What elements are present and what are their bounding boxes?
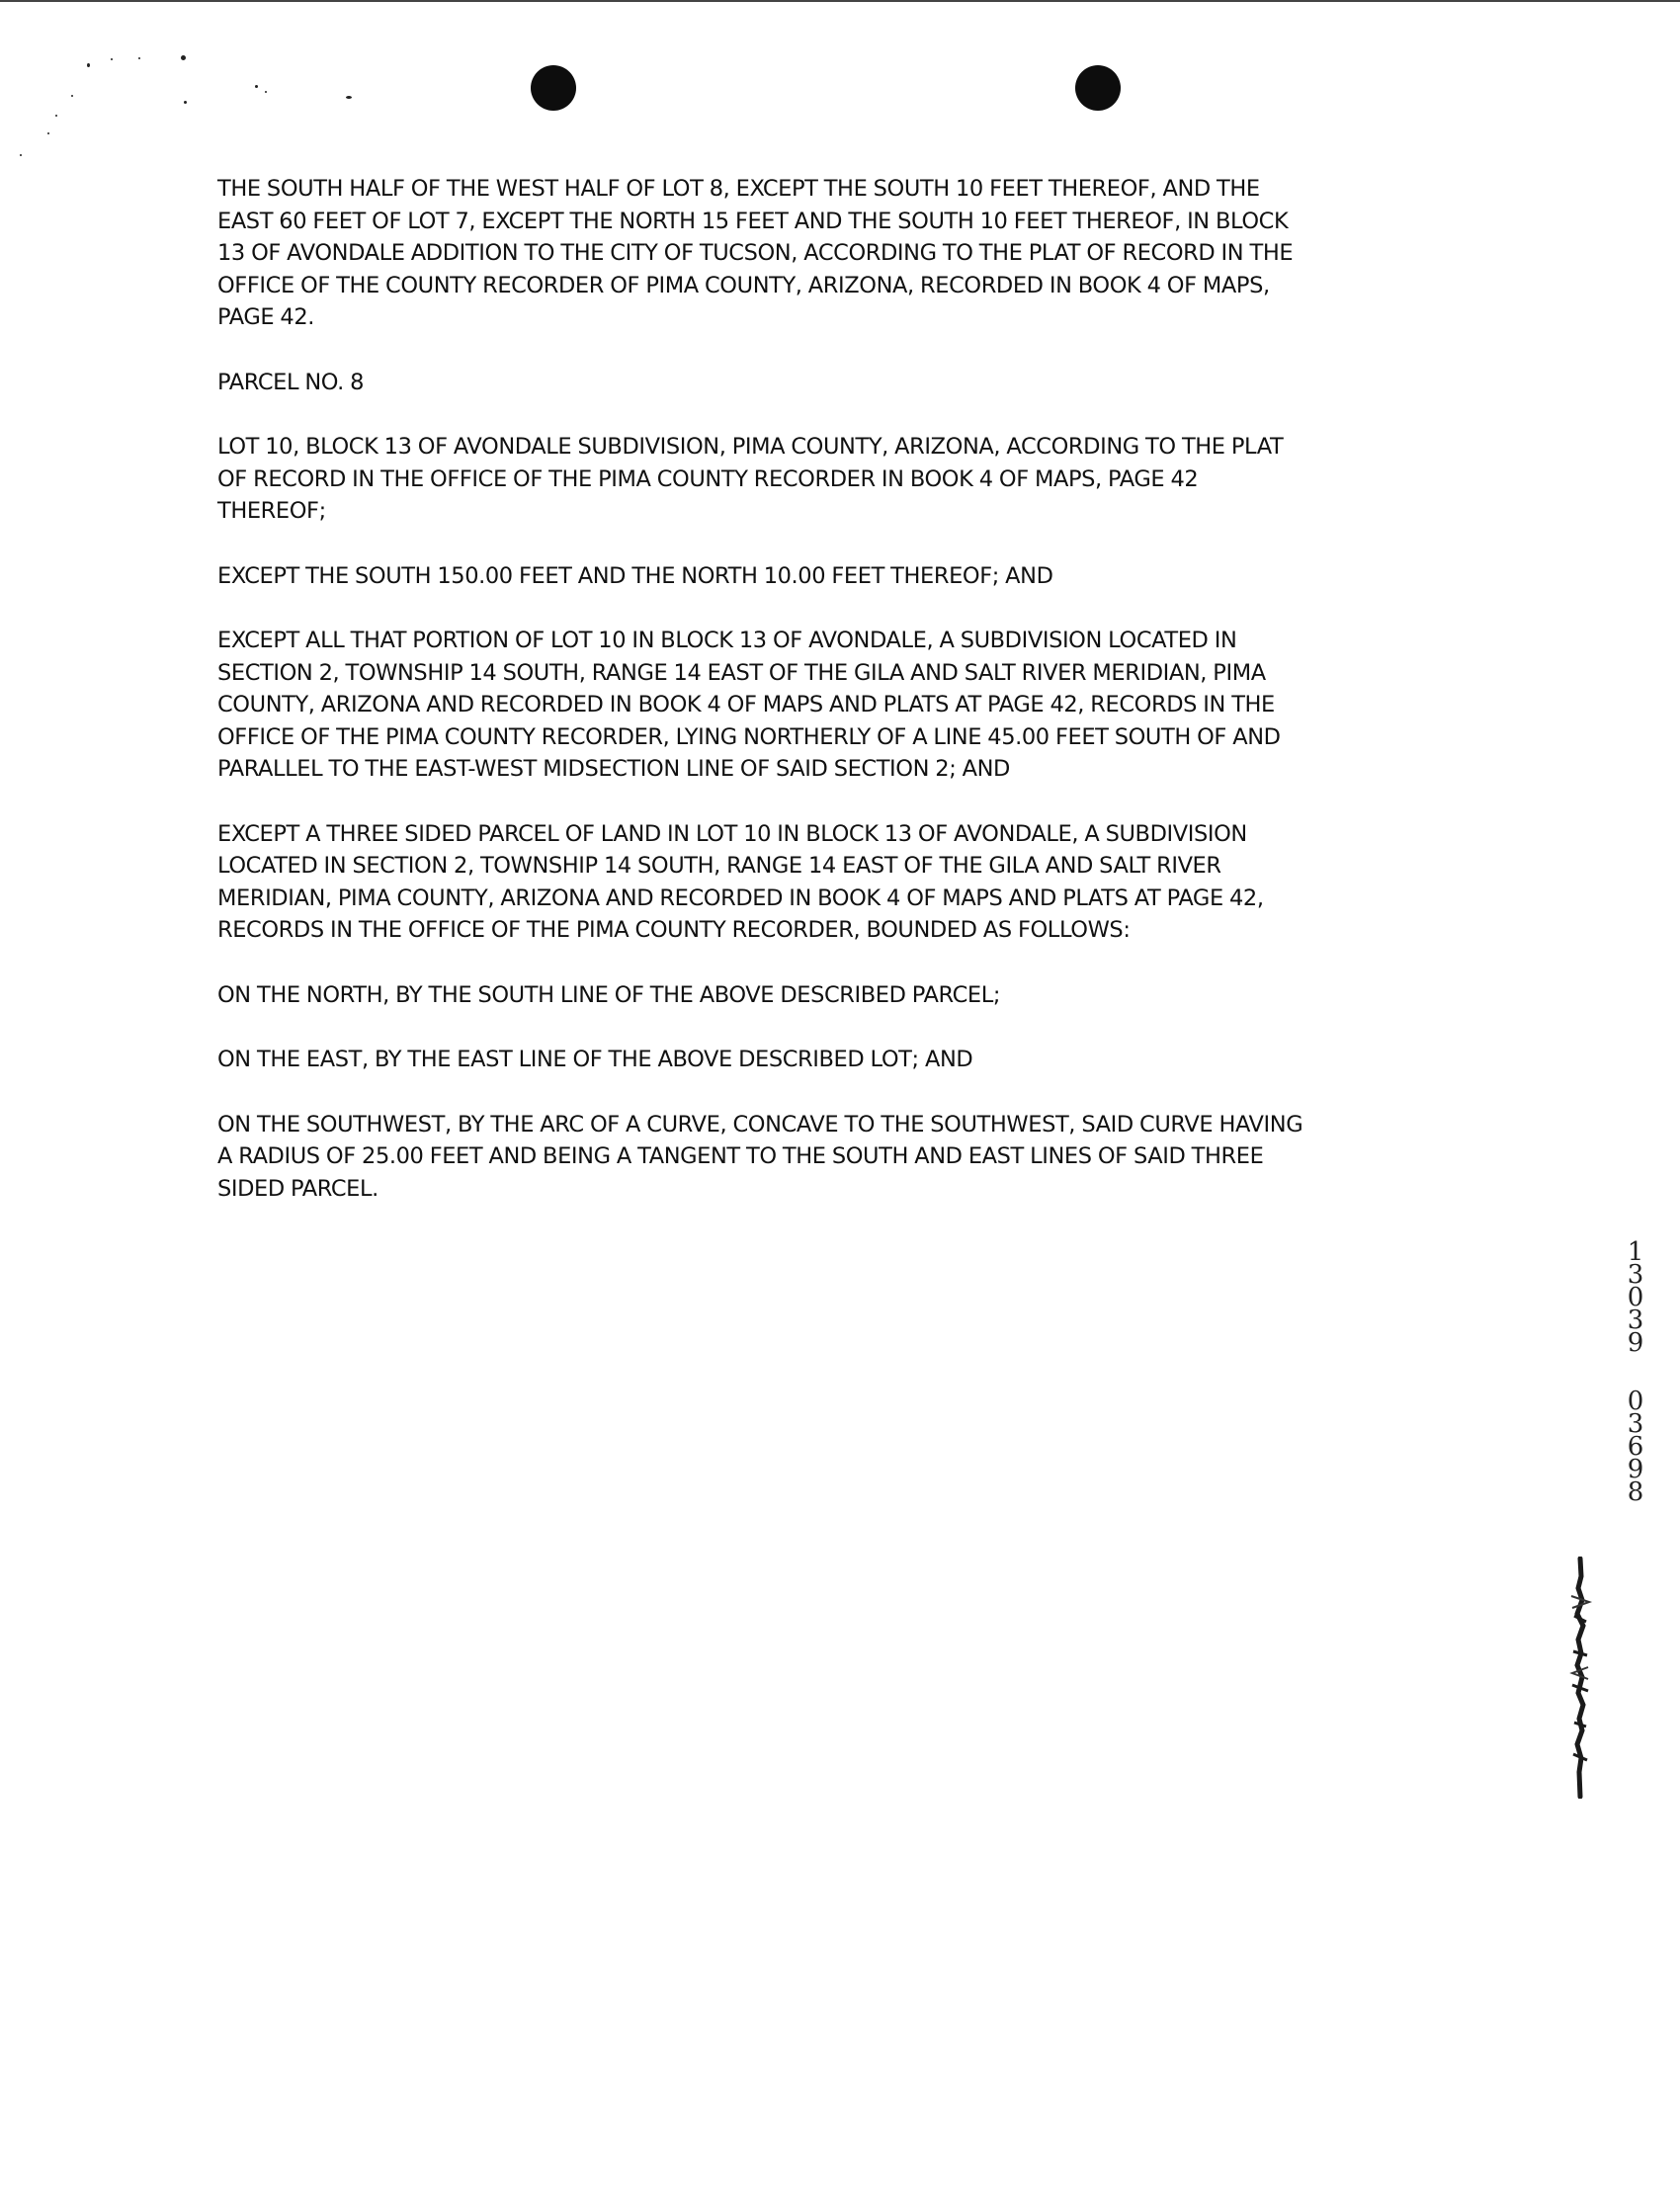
paragraph-exception-south-north: EXCEPT THE SOUTH 150.00 FEET AND THE NORTH 10.00 FEET THEREOF; AND [217, 562, 1053, 589]
paragraph-bound-east: ON THE EAST, BY THE EAST LINE OF THE ABOVE DESCRIBED LOT; AND [217, 1047, 973, 1072]
scan-speck [55, 115, 57, 117]
scan-speck [255, 85, 258, 88]
docket-digit: 3 [1627, 1306, 1644, 1335]
docket-digit: 9 [1627, 1328, 1644, 1358]
scan-speck [181, 55, 186, 60]
page-digit: 8 [1627, 1477, 1644, 1507]
docket-digit: 3 [1627, 1260, 1644, 1290]
scan-speck [20, 154, 22, 156]
docket-digit: 1 [1627, 1237, 1644, 1267]
paragraph-bound-north: ON THE NORTH, BY THE SOUTH LINE OF THE ABOVE DESCRIBED PARCEL; [217, 981, 1001, 1008]
paragraph-exception-northerly-portion: EXCEPT ALL THAT PORTION OF LOT 10 IN BLOCK 13 OF AVONDALE, A SUBDIVISION LOCATED IN SECTION 2, TOWNSHIP 14 SOUTH, RANGE 14 EAST OF THE GILA AND SALT RIVER MERIDIAN, PIMA COUNTY, ARIZONA AND RECORDED IN BOOK 4 OF MAPS AND PLATS AT PAGE 42, RECORDS IN THE OFFICE OF THE PIMA COUNTY RECORDER, LYING NORTHERLY OF A LINE 45.00 FEET SOUTH OF AND PARALLEL TO THE EAST-WEST MIDSECTION LINE OF SAID SECTION 2; AND [217, 628, 1281, 782]
paragraph-bound-southwest: ON THE SOUTHWEST, BY THE ARC OF A CURVE, CONCAVE TO THE SOUTHWEST, SAID CURVE HAVING A RADIUS OF 25.00 FEET AND BEING A TANGENT TO THE SOUTH AND EAST LINES OF SAID THREE SIDED PARCEL. [217, 1111, 1303, 1202]
page-digit: 0 [1627, 1387, 1644, 1416]
scan-speck [184, 101, 187, 104]
punch-hole-left [531, 65, 576, 111]
scan-speck [265, 91, 267, 93]
number-gap [1619, 1355, 1652, 1390]
legal-description [217, 173, 1472, 1237]
paragraph-exception-three-sided-parcel: EXCEPT A THREE SIDED PARCEL OF LAND IN LOT 10 IN BLOCK 13 OF AVONDALE, A SUBDIVISION LOCATED IN SECTION 2, TOWNSHIP 14 SOUTH, RANGE 14 EAST OF THE GILA AND SALT RIVER MERIDIAN, PIMA COUNTY, ARIZONA AND RECORDED IN BOOK 4 OF MAPS AND PLATS AT PAGE 42, RECORDS IN THE OFFICE OF THE PIMA COUNTY RECORDER, BOUNDED AS FOLLOWS: [217, 820, 1264, 943]
scan-speck [87, 63, 90, 67]
top-scan-edge [0, 0, 1680, 2]
scan-speck [138, 57, 140, 59]
scan-speck [111, 58, 113, 60]
paragraph-lot-8-description: THE SOUTH HALF OF THE WEST HALF OF LOT 8, EXCEPT THE SOUTH 10 FEET THEREOF, AND THE EAST 60 FEET OF LOT 7, EXCEPT THE NORTH 15 FEET AND THE SOUTH 10 FEET THEREOF, IN BLOCK 13 OF AVONDALE ADDITION TO THE CITY OF TUCSON, ACCORDING TO THE PLAT OF RECORD IN THE OFFICE OF THE COUNTY RECORDER OF PIMA COUNTY, ARIZONA, RECORDED IN BOOK 4 OF MAPS, PAGE 42. [217, 176, 1294, 330]
page-digit: 9 [1627, 1455, 1644, 1484]
scan-speck [346, 96, 352, 99]
recording-number [1619, 1237, 1652, 1507]
paragraph-lot-10-description: LOT 10, BLOCK 13 OF AVONDALE SUBDIVISION, PIMA COUNTY, ARIZONA, ACCORDING TO THE PLAT OF RECORD IN THE OFFICE OF THE PIMA COUNTY RECORDER IN BOOK 4 OF MAPS, PAGE 42 THEREOF; [217, 434, 1284, 524]
docket-digit: 0 [1627, 1283, 1644, 1312]
punch-hole-right [1075, 65, 1121, 111]
page-digit: 6 [1627, 1432, 1644, 1462]
scan-speck [71, 95, 73, 97]
scan-speck [47, 132, 49, 134]
page-digit: 3 [1627, 1409, 1644, 1439]
handwritten-stamp-mark [1566, 1557, 1594, 1799]
parcel-heading: PARCEL NO. 8 [217, 369, 365, 395]
